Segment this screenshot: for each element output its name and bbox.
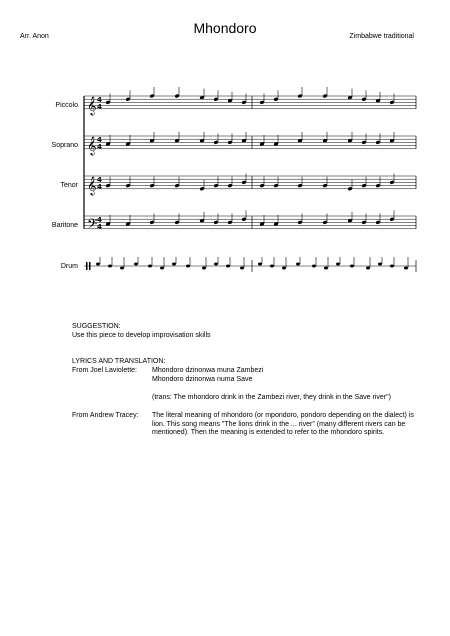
drum-note (172, 263, 176, 266)
treble-clef: 𝄞 (87, 175, 97, 195)
lyrics-heading: LYRICS AND TRANSLATION: (72, 358, 166, 365)
clefs-and-time-signatures (86, 96, 102, 270)
instrument-label-soprano: Soprano (51, 142, 78, 149)
drum-note (148, 265, 152, 268)
drum-note (186, 265, 190, 268)
drum-note (366, 267, 370, 270)
drum-note (258, 263, 262, 266)
time-signature: 4 (97, 182, 102, 191)
lyric-line-1: Mhondoro dzinonwa muna Zambezi (152, 367, 264, 374)
time-signature: 4 (97, 135, 102, 144)
drum-note (404, 267, 408, 270)
drum-note (390, 265, 394, 268)
treble-clef: 𝄞 (87, 135, 97, 155)
drum-note (108, 265, 112, 268)
arranger-credit: Arr. Anon (20, 33, 49, 40)
drum-note (378, 263, 382, 266)
drum-note (350, 265, 354, 268)
drum-note (202, 267, 206, 270)
time-signature: 4 (97, 142, 102, 151)
drum-note (214, 263, 218, 266)
meaning-note: The literal meaning of mhondoro (or mpondoro, pondoro depending on the dialect) is lion. This song means "The lions drink in the ... river" (many different rivers can be mentioned). Then the meaning is extended to refer to the mhondoro spirits. (152, 412, 414, 437)
time-signature: 4 (97, 215, 102, 224)
bass-clef: 𝄢 (87, 215, 98, 235)
composer-credit: Zimbabwe traditional (349, 33, 414, 40)
instrument-label-baritone: Baritone (51, 222, 78, 229)
time-signature: 4 (97, 102, 102, 111)
lyric-line-2: Mhondoro dzinonwa numa Save (152, 376, 253, 383)
source-joel-laviolette: From Joel Laviolette: (72, 367, 137, 374)
percussion-clef (86, 262, 88, 270)
drum-note (226, 265, 230, 268)
percussion-clef (89, 262, 91, 270)
drum-note (324, 267, 328, 270)
lyric-translation: (trans: The mhondoro drink in the Zambezi river, they drink in the Save river") (152, 394, 391, 401)
drum-note (312, 265, 316, 268)
drum-note (296, 263, 300, 266)
drum-note (120, 267, 124, 270)
drum-note (282, 267, 286, 270)
drum-note (160, 267, 164, 270)
suggestion-body: Use this piece to develop improvisation skills (72, 332, 211, 339)
drum-note (240, 267, 244, 270)
time-signature: 4 (97, 95, 102, 104)
score-system (0, 0, 450, 300)
instrument-label-tenor: Tenor (60, 182, 78, 189)
drum-note (270, 265, 274, 268)
instrument-label-drum: Drum (60, 263, 78, 270)
page-title: Mhondoro (193, 20, 257, 36)
source-andrew-tracey: From Andrew Tracey: (72, 412, 139, 419)
suggestion-heading: SUGGESTION: (72, 323, 121, 330)
treble-clef: 𝄞 (87, 95, 97, 115)
drum-note (336, 263, 340, 266)
time-signature: 4 (97, 222, 102, 231)
instrument-label-piccolo: Piccolo (55, 102, 78, 109)
drum-note (96, 263, 100, 266)
drum-note (134, 263, 138, 266)
time-signature: 4 (97, 175, 102, 184)
